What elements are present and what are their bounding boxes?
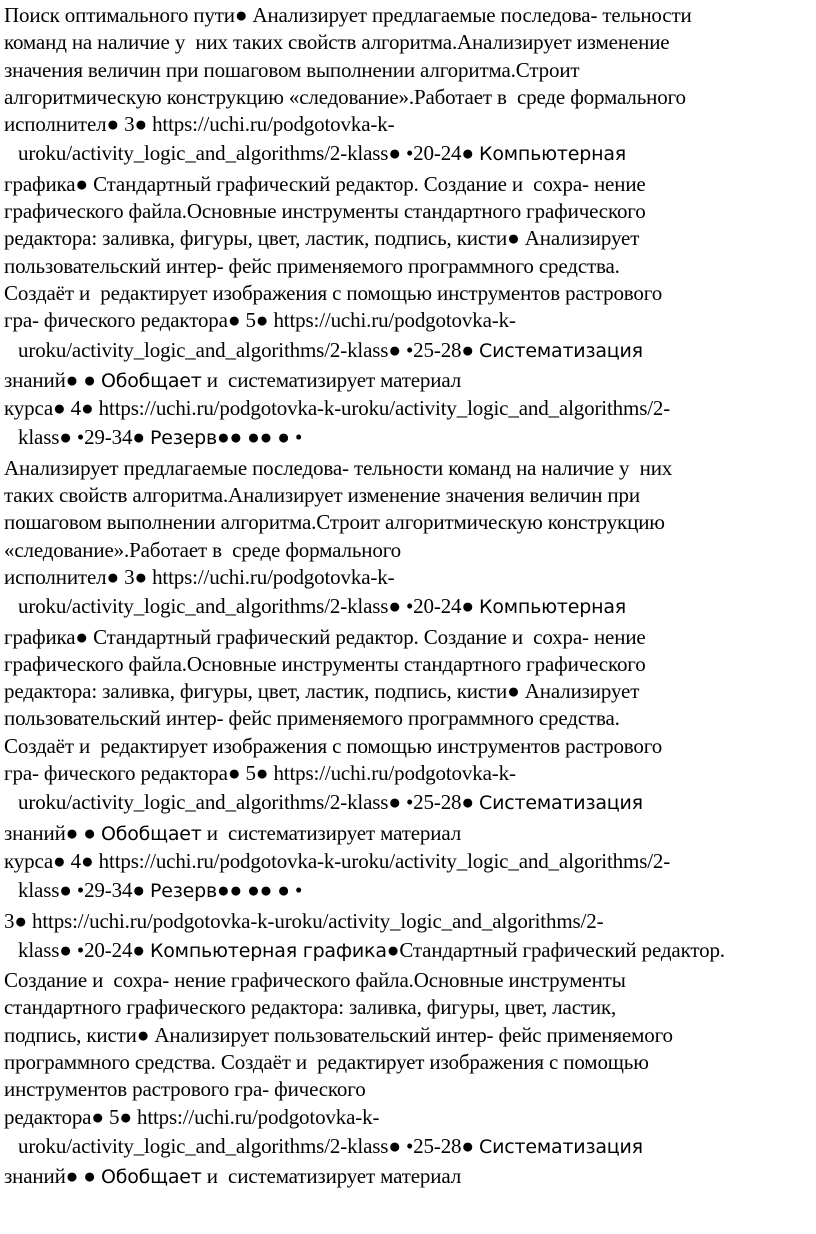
document-line: курса● 4● https://uchi.ru/podgotovka-k-uroku/activity_logic_and_algorithms/2-: [4, 396, 671, 421]
document-line: Поиск оптимального пути● Анализирует предлагаемые последова- тельности: [4, 3, 692, 27]
document-line: Создаёт и редактирует изображения с помощью инструментов растрового: [4, 733, 663, 758]
heading-word: Обобщает: [100, 822, 202, 845]
heading-word: Обобщает: [100, 369, 202, 392]
document-line: исполнител● 3● https://uchi.ru/podgotovka-k-: [4, 564, 395, 589]
document-line: команд на наличие у них таких свойств алгоритма.Анализирует изменение: [4, 30, 670, 55]
document-line: исполнител● 3● https://uchi.ru/podgotovka-k-: [4, 112, 395, 137]
document-line: знаний● ● Обобщает и систематизирует материал: [4, 367, 462, 392]
document-line: Создаёт и редактирует изображения с помощью инструментов растрового: [4, 280, 663, 305]
heading-word: Систематизация: [479, 1135, 643, 1158]
document-line: пользовательский интер- фейс применяемого программного средства.: [4, 706, 620, 731]
document-line: программного средства. Создаёт и редактирует изображения с помощью: [4, 1049, 649, 1074]
document-line: стандартного графического редактора: заливка, фигуры, цвет, ластик,: [4, 995, 617, 1020]
document-line: редактора● 5● https://uchi.ru/podgotovka-k-: [4, 1104, 380, 1129]
document-line: графического файла.Основные инструменты стандартного графического: [4, 199, 646, 224]
document-line: uroku/activity_logic_and_algorithms/2-klass● •25-28● Систематизация: [18, 1133, 643, 1158]
heading-word: Компьютерная: [479, 143, 627, 166]
heading-word: Компьютерная: [479, 596, 627, 619]
document-line: пошаговом выполнении алгоритма.Строит алгоритмическую конструкцию: [4, 510, 665, 535]
document-line: графического файла.Основные инструменты стандартного графического: [4, 651, 646, 676]
document-line: значения величин при пошаговом выполнении алгоритма.Строит: [4, 57, 580, 82]
document-line: гра- фического редактора● 5● https://uchi.ru/podgotovka-k-: [4, 308, 516, 333]
document-line: «следование».Работает в среде формального: [4, 537, 402, 562]
document-line: klass● •20-24● Компьютерная графика●Стандартный графический редактор.: [18, 937, 725, 962]
heading-word: Резерв: [149, 427, 217, 450]
document-line: uroku/activity_logic_and_algorithms/2-klass● •25-28● Систематизация: [18, 337, 643, 362]
heading-word: Компьютерная графика: [149, 939, 387, 962]
document-line: подпись, кисти● Анализирует пользовательский интер- фейс применяемого: [4, 1022, 673, 1047]
document-line: таких свойств алгоритма.Анализирует изменение значения величин при: [4, 483, 640, 508]
document-line: uroku/activity_logic_and_algorithms/2-klass● •20-24● Компьютерная: [18, 141, 627, 166]
document-line: uroku/activity_logic_and_algorithms/2-klass● •20-24● Компьютерная: [18, 594, 627, 619]
document-line: uroku/activity_logic_and_algorithms/2-klass● •25-28● Систематизация: [18, 790, 643, 815]
document-line: гра- фического редактора● 5● https://uchi.ru/podgotovka-k-: [4, 761, 516, 786]
heading-word: Резерв: [149, 880, 217, 903]
document-line: Анализирует предлагаемые последова- тельности команд на наличие у них: [4, 455, 673, 480]
document-line: редактора: заливка, фигуры, цвет, ластик, подпись, кисти● Анализирует: [4, 226, 640, 251]
document-line: знаний● ● Обобщает и систематизирует материал: [4, 1164, 462, 1189]
document-line: Создание и сохра- нение графического файла.Основные инструменты: [4, 968, 626, 993]
document-line: klass● •29-34● Резерв●● ●● ● •: [18, 425, 303, 450]
document-line: знаний● ● Обобщает и систематизирует материал: [4, 820, 462, 845]
document-line: графика● Стандартный графический редактор. Создание и сохра- нение: [4, 624, 646, 649]
document-line: инструментов растрового гра- фического: [4, 1077, 366, 1102]
document-line: klass● •29-34● Резерв●● ●● ● •: [18, 878, 303, 903]
heading-word: Систематизация: [479, 339, 643, 362]
document-line: 3● https://uchi.ru/podgotovka-k-uroku/activity_logic_and_algorithms/2-: [4, 908, 604, 933]
document-line: алгоритмическую конструкцию «следование».Работает в среде формального: [4, 84, 686, 109]
document-line: курса● 4● https://uchi.ru/podgotovka-k-uroku/activity_logic_and_algorithms/2-: [4, 848, 671, 873]
document-line: редактора: заливка, фигуры, цвет, ластик, подпись, кисти● Анализирует: [4, 679, 640, 704]
document-line: графика● Стандартный графический редактор. Создание и сохра- нение: [4, 171, 646, 196]
document-line: пользовательский интер- фейс применяемого программного средства.: [4, 253, 620, 278]
heading-word: Систематизация: [479, 792, 643, 815]
heading-word: Обобщает: [100, 1166, 202, 1189]
